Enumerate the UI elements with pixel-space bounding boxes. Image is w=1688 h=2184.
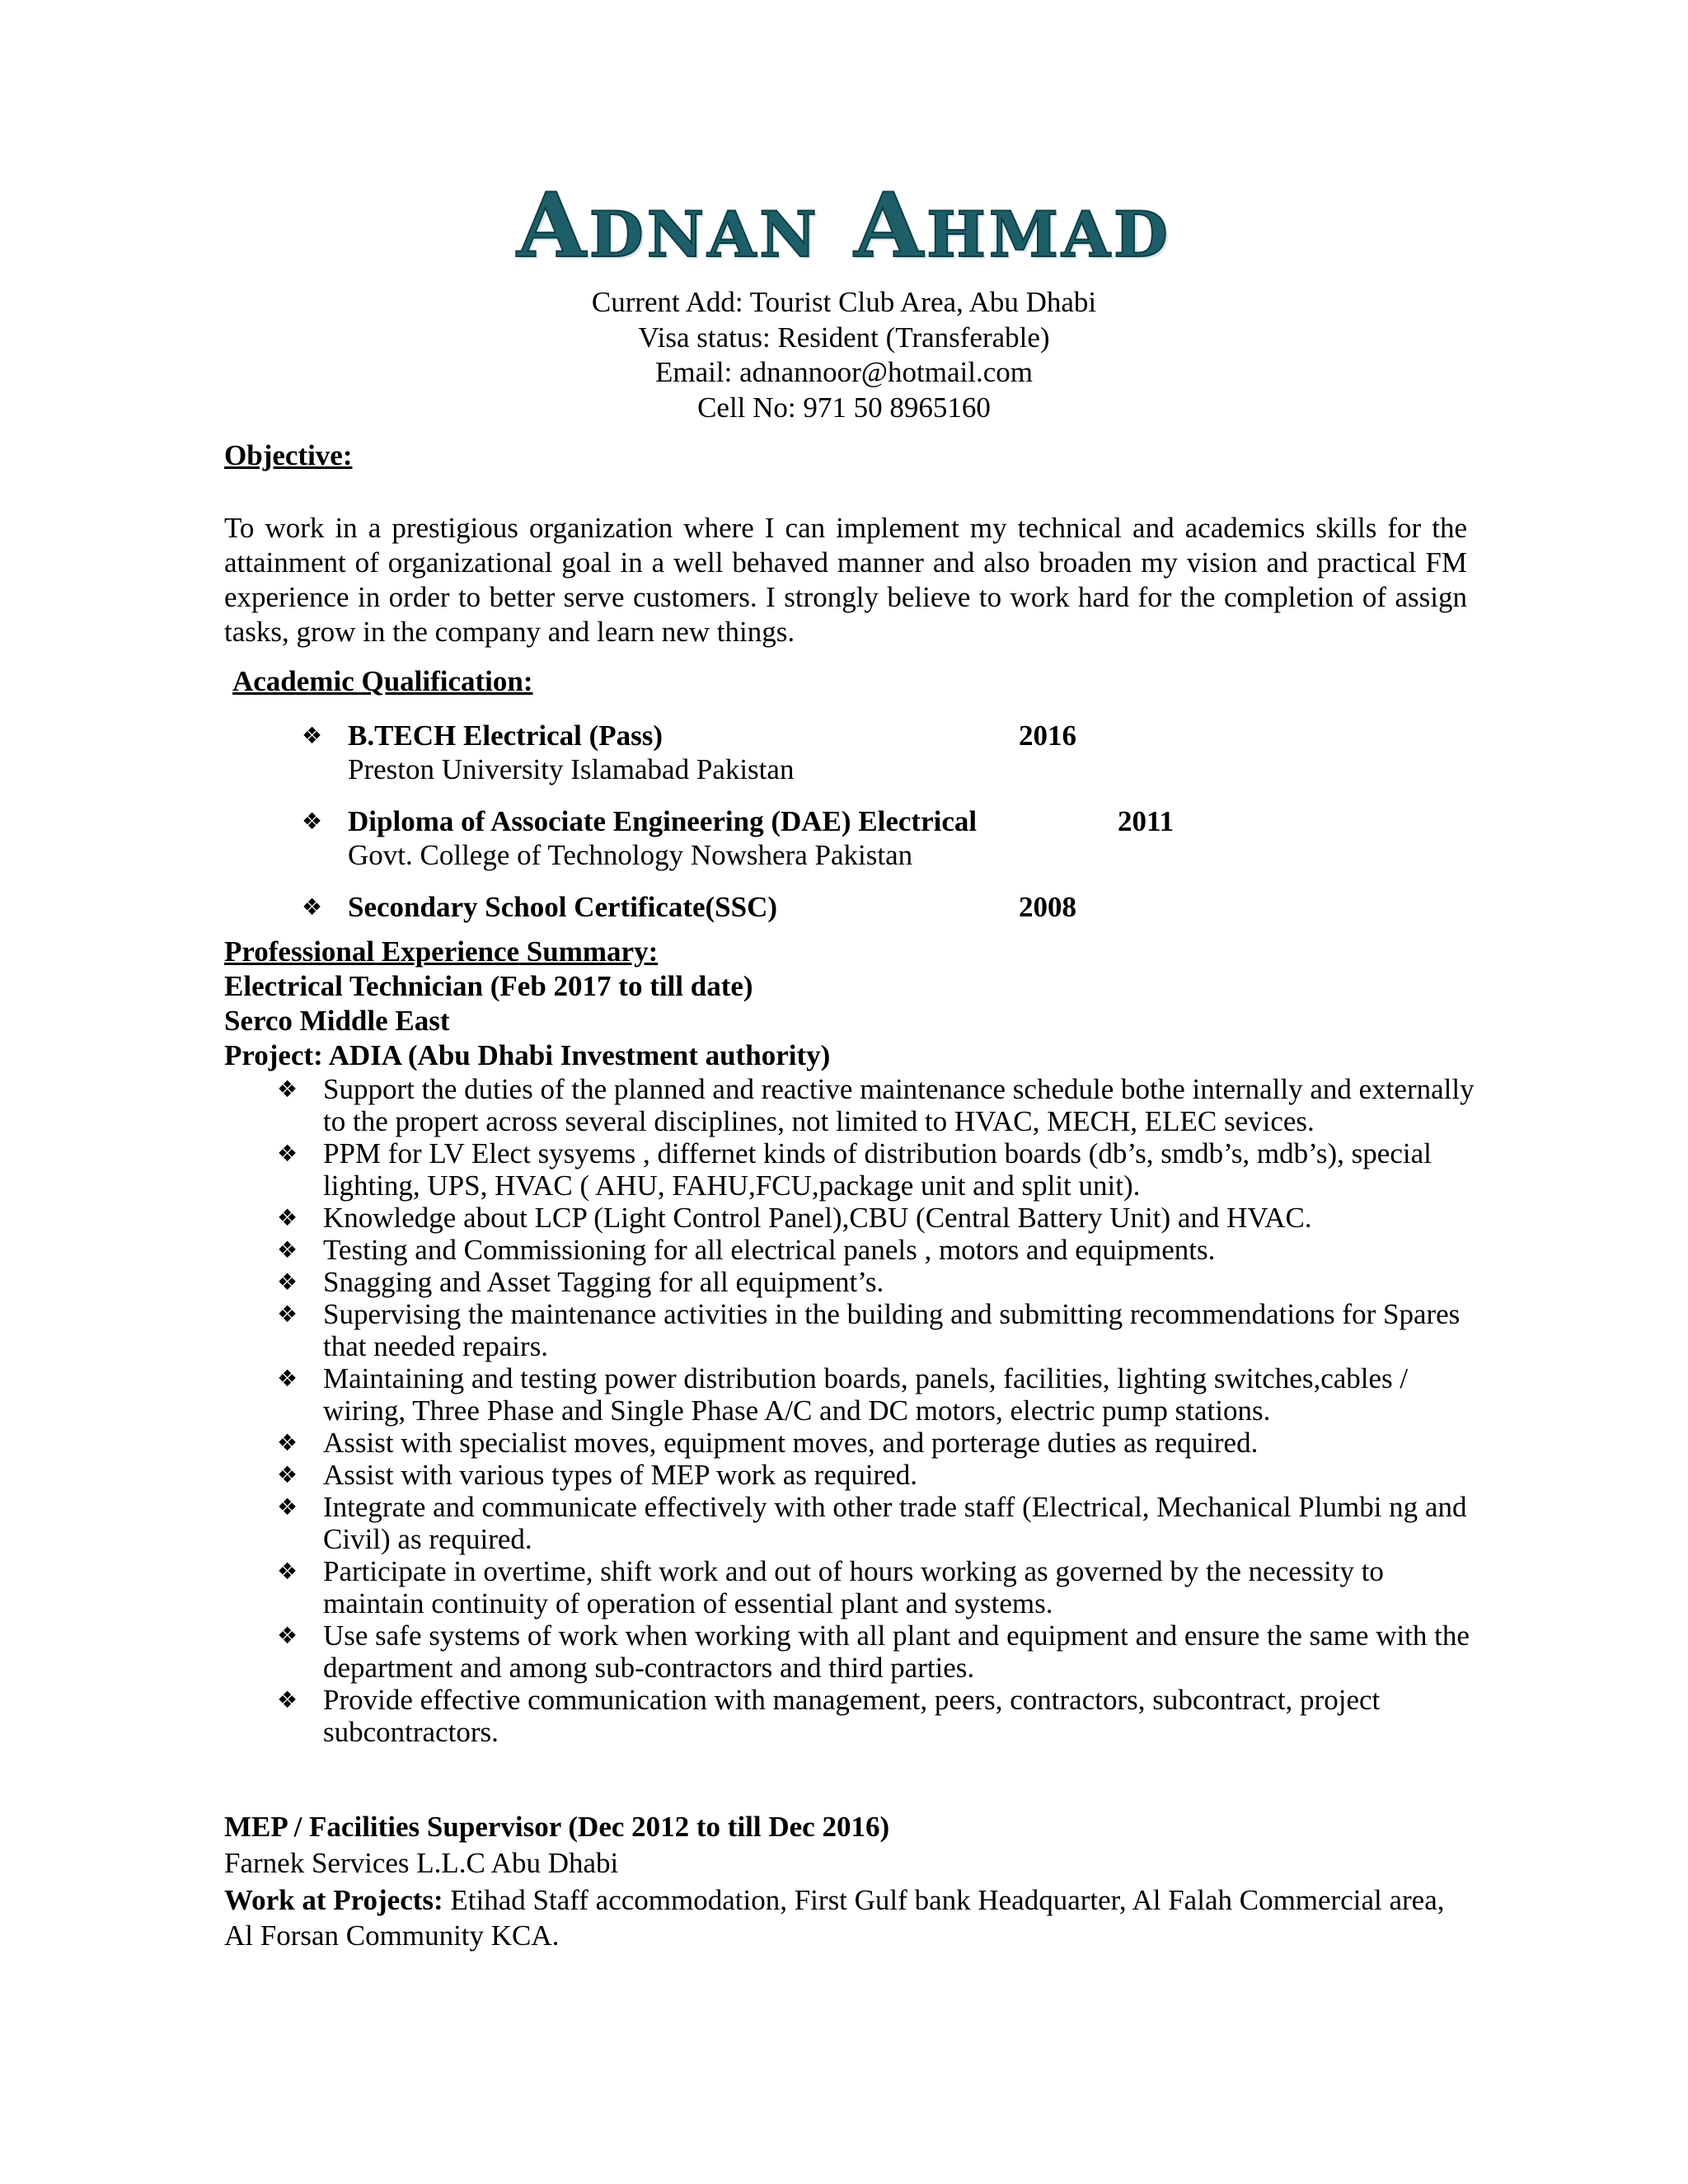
objective-text: To work in a prestigious organization where I can implement my technical and academics skills for the attainment of organizational goal in a well behaved manner and also broaden my vision and practical FM experience in order to better serve customers. I strongly believe to work hard for the completion of assign tasks, grow in the company and learn new things. — [224, 512, 1467, 648]
bullet-icon: ❖ — [277, 1140, 298, 1167]
qualification-item — [302, 719, 1126, 788]
duty-text: Participate in overtime, shift work and out of hours working as governed by the necessity to maintain continuity of operation of essential plant and systems. — [323, 1555, 1384, 1619]
qualification-title: Secondary School Certificate(SSC) — [348, 891, 778, 923]
duty-text: Testing and Commissioning for all electrical panels , motors and equipments. — [323, 1234, 1216, 1266]
duty-item — [277, 1202, 1489, 1234]
bullet-icon: ❖ — [277, 1268, 298, 1296]
bullet-icon: ❖ — [302, 722, 323, 749]
qualification-institution: Govt. College of Technology Nowshera Pakistan — [348, 839, 913, 871]
projects-label: Work at Projects: — [224, 1884, 443, 1916]
qualification-item — [302, 804, 1208, 874]
projects-line — [224, 1882, 1461, 1953]
duty-item — [277, 1459, 1489, 1491]
bullet-icon: ❖ — [302, 808, 323, 835]
bullet-icon: ❖ — [277, 1365, 298, 1392]
project-name: Project: ADIA (Abu Dhabi Investment authority) — [224, 1039, 831, 1071]
duty-item — [277, 1298, 1489, 1362]
duty-text: Assist with various types of MEP work as required. — [323, 1459, 917, 1491]
duty-item — [277, 1266, 1489, 1298]
qualification-title: Diploma of Associate Engineering (DAE) Electrical — [348, 805, 978, 837]
qualification-title: B.TECH Electrical (Pass) — [348, 719, 663, 752]
company-name: Serco Middle East — [224, 1005, 450, 1037]
duty-item — [277, 1555, 1489, 1619]
duty-text: PPM for LV Elect sysyems , differnet kinds of distribution boards (db’s, smdb’s, mdb’s), special lighting, UPS, HVAC ( AHU, FAHU,FCU,package unit and split unit). — [323, 1137, 1432, 1202]
bullet-icon: ❖ — [277, 1493, 298, 1521]
bullet-icon: ❖ — [302, 893, 323, 921]
contact-block — [0, 285, 1688, 425]
duty-text: Use safe systems of work when working with all plant and equipment and ensure the same with the department and among sub-contractors and third parties. — [323, 1619, 1470, 1684]
email-line: Email: adnannoor@hotmail.com — [655, 356, 1033, 388]
duty-item — [277, 1684, 1489, 1748]
address-line: Current Add: Tourist Club Area, Abu Dhabi — [591, 286, 1097, 318]
duty-text: Snagging and Asset Tagging for all equipment’s. — [323, 1266, 884, 1298]
academic-heading: Academic Qualification: — [232, 665, 533, 697]
duty-text: Assist with specialist moves, equipment moves, and porterage duties as required. — [323, 1427, 1259, 1459]
duty-text: Knowledge about LCP (Light Control Panel),CBU (Central Battery Unit) and HVAC. — [323, 1202, 1312, 1234]
duty-item — [277, 1073, 1489, 1137]
job-title: MEP / Facilities Supervisor (Dec 2012 to till Dec 2016) — [224, 1811, 890, 1843]
duty-text: Provide effective communication with management, peers, contractors, subcontract, project subcontractors. — [323, 1684, 1381, 1748]
duties-list — [277, 1073, 1489, 1748]
duty-item — [277, 1619, 1489, 1684]
duty-text: Integrate and communicate effectively with other trade staff (Electrical, Mechanical Plumbi ng and Civil) as required. — [323, 1491, 1467, 1555]
duty-text: Supervising the maintenance activities in the building and submitting recommendations for Spares that needed repairs. — [323, 1298, 1461, 1362]
bullet-icon: ❖ — [277, 1429, 298, 1456]
objective-heading: Objective: — [224, 439, 353, 471]
bullet-icon: ❖ — [277, 1301, 298, 1328]
duty-text: Maintaining and testing power distribution boards, panels, facilities, lighting switches,cables / wiring, Three Phase and Single Phase A/C and DC motors, electric pump stations. — [323, 1362, 1409, 1427]
bullet-icon: ❖ — [277, 1076, 298, 1103]
duty-item — [277, 1234, 1489, 1266]
bullet-icon: ❖ — [277, 1622, 298, 1649]
duty-item — [277, 1427, 1489, 1459]
company-name: Farnek Services L.L.C Abu Dhabi — [224, 1847, 619, 1879]
projects-text: Etihad Staff accommodation, First Gulf bank Headquarter, Al Falah Commercial area, Al Forsan Community KCA. — [224, 1884, 1445, 1952]
job-title: Electrical Technician (Feb 2017 to till date) — [224, 970, 753, 1002]
bullet-icon: ❖ — [277, 1236, 298, 1263]
candidate-name: Adnan Ahmad — [517, 174, 1171, 278]
duty-item — [277, 1362, 1489, 1427]
qualification-year: 2008 — [1019, 891, 1076, 923]
qualification-item — [302, 890, 1126, 925]
visa-status-line: Visa status: Resident (Transferable) — [638, 321, 1050, 354]
duty-item — [277, 1137, 1489, 1202]
bullet-icon: ❖ — [277, 1558, 298, 1585]
bullet-icon: ❖ — [277, 1204, 298, 1231]
duty-item — [277, 1491, 1489, 1555]
qualification-year: 2016 — [1019, 719, 1076, 752]
qualification-institution: Preston University Islamabad Pakistan — [348, 753, 795, 785]
duty-text: Support the duties of the planned and reactive maintenance schedule bothe internally and externally to the propert across several disciplines, not limited to HVAC, MECH, ELEC sevices. — [323, 1073, 1475, 1137]
phone-line: Cell No: 971 50 8965160 — [697, 391, 991, 424]
bullet-icon: ❖ — [277, 1461, 298, 1488]
bullet-icon: ❖ — [277, 1686, 298, 1713]
qualification-year: 2011 — [1118, 805, 1175, 837]
experience-heading: Professional Experience Summary: — [224, 935, 659, 968]
